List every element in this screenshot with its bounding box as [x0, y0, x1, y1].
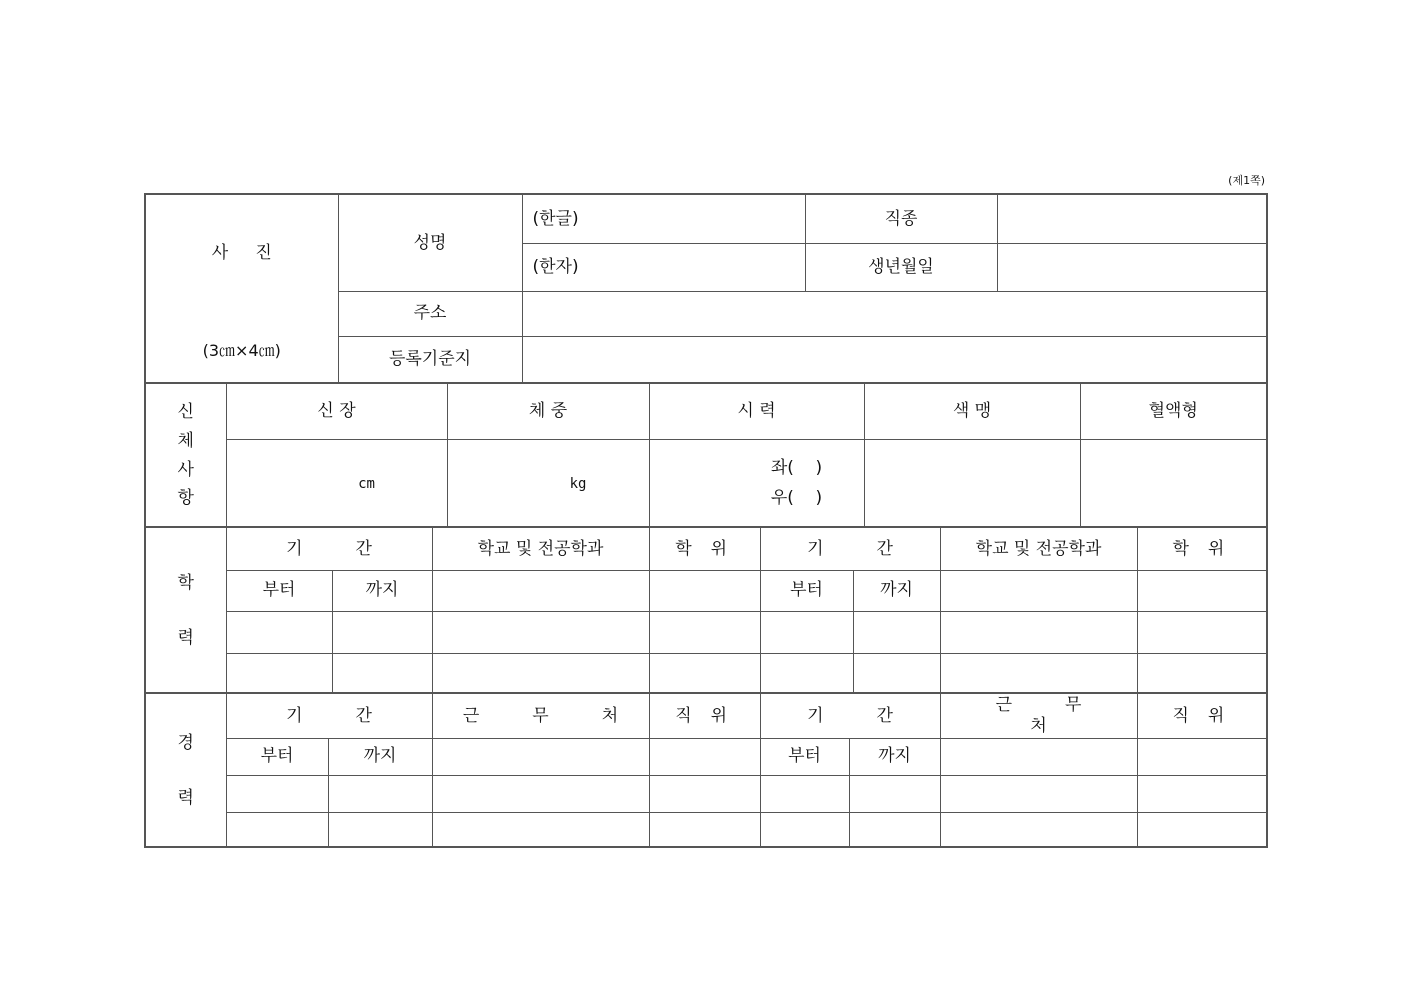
job-type-label: 직종 — [805, 195, 997, 243]
career-section-label: 경력 — [146, 694, 226, 848]
career-position-header-2: 직 위 — [1137, 694, 1266, 738]
edu-period-header-1: 기 간 — [226, 528, 432, 570]
name-hanja-prefix: (한자) — [532, 256, 579, 277]
edu-cell[interactable] — [1137, 570, 1266, 611]
career-cell[interactable] — [226, 812, 328, 848]
education-section-label: 학력 — [146, 528, 226, 694]
vision-left: 좌( ) — [770, 457, 823, 478]
weight-field[interactable] — [447, 439, 649, 528]
edu-from-label-1: 부터 — [226, 570, 332, 611]
edu-cell[interactable] — [432, 611, 649, 653]
edu-cell[interactable] — [853, 653, 940, 694]
edu-cell[interactable] — [853, 611, 940, 653]
edu-degree-header-1: 학 위 — [649, 528, 760, 570]
edu-school-header-1: 학교 및 전공학과 — [432, 528, 649, 570]
table-row — [146, 812, 1266, 848]
career-cell[interactable] — [328, 775, 432, 812]
edu-cell[interactable] — [760, 653, 853, 694]
career-cell[interactable] — [432, 738, 649, 775]
name-korean-field[interactable] — [522, 195, 805, 243]
career-cell[interactable] — [1137, 738, 1266, 775]
photo-size-label: (3㎝×4㎝) — [202, 341, 281, 360]
vision-field[interactable] — [649, 439, 864, 528]
career-to-label-2: 까지 — [849, 738, 940, 775]
height-unit: cm — [358, 476, 375, 493]
career-cell[interactable] — [432, 812, 649, 848]
vision-right: 우( ) — [770, 487, 823, 508]
registry-label: 등록기준지 — [338, 336, 522, 382]
name-label: 성명 — [338, 195, 522, 291]
weight-unit: kg — [569, 476, 587, 493]
vision-header: 시 력 — [649, 384, 864, 439]
edu-cell[interactable] — [649, 653, 760, 694]
edu-cell[interactable] — [760, 611, 853, 653]
name-hanja-field[interactable] — [522, 243, 805, 291]
career-period-header-1: 기 간 — [226, 694, 432, 738]
height-field[interactable] — [226, 439, 447, 528]
education-section — [146, 526, 1266, 694]
edu-cell[interactable] — [940, 570, 1137, 611]
edu-cell[interactable] — [332, 611, 432, 653]
table-row — [146, 775, 1266, 812]
weight-header: 체 중 — [447, 384, 649, 439]
edu-cell[interactable] — [649, 570, 760, 611]
career-workplace-header-2: 근 무 처 — [940, 694, 1137, 738]
birth-date-label: 생년월일 — [805, 243, 997, 291]
edu-from-label-2: 부터 — [760, 570, 853, 611]
page-number-label: (제1쪽) — [1228, 174, 1265, 187]
blood-type-field[interactable] — [1080, 439, 1266, 528]
career-cell[interactable] — [940, 812, 1137, 848]
edu-cell[interactable] — [1137, 611, 1266, 653]
photo-label: 사진 — [211, 243, 299, 263]
career-from-label-2: 부터 — [760, 738, 849, 775]
career-period-header-2: 기 간 — [760, 694, 940, 738]
edu-period-header-2: 기 간 — [760, 528, 940, 570]
resume-form — [144, 193, 1268, 848]
edu-to-label-1: 까지 — [332, 570, 432, 611]
edu-cell[interactable] — [432, 653, 649, 694]
edu-cell[interactable] — [226, 611, 332, 653]
career-to-label-1: 까지 — [328, 738, 432, 775]
color-blindness-header: 색 맹 — [864, 384, 1080, 439]
table-row — [146, 611, 1266, 653]
career-cell[interactable] — [940, 775, 1137, 812]
personal-info-section — [146, 195, 1266, 382]
career-cell[interactable] — [1137, 812, 1266, 848]
address-label: 주소 — [338, 291, 522, 336]
career-cell[interactable] — [649, 775, 760, 812]
edu-degree-header-2: 학 위 — [1137, 528, 1266, 570]
edu-cell[interactable] — [332, 653, 432, 694]
job-type-field[interactable] — [997, 195, 1266, 243]
name-korean-prefix: (한글) — [532, 208, 579, 229]
career-cell[interactable] — [760, 812, 849, 848]
physical-section-label: 신체사항 — [146, 384, 226, 528]
table-row — [146, 653, 1266, 694]
photo-box[interactable] — [146, 195, 338, 382]
edu-cell[interactable] — [432, 570, 649, 611]
career-from-label-1: 부터 — [226, 738, 328, 775]
edu-cell[interactable] — [649, 611, 760, 653]
career-cell[interactable] — [649, 812, 760, 848]
career-position-header-1: 직 위 — [649, 694, 760, 738]
career-cell[interactable] — [940, 738, 1137, 775]
birth-date-field[interactable] — [997, 243, 1266, 291]
color-blindness-field[interactable] — [864, 439, 1080, 528]
career-cell[interactable] — [849, 775, 940, 812]
career-cell[interactable] — [760, 775, 849, 812]
registry-field[interactable] — [522, 336, 1266, 382]
career-cell[interactable] — [226, 775, 328, 812]
career-cell[interactable] — [849, 812, 940, 848]
address-field[interactable] — [522, 291, 1266, 336]
height-header: 신 장 — [226, 384, 447, 439]
edu-to-label-2: 까지 — [853, 570, 940, 611]
edu-cell[interactable] — [226, 653, 332, 694]
blood-type-header: 혈액형 — [1080, 384, 1266, 439]
career-cell[interactable] — [328, 812, 432, 848]
edu-cell[interactable] — [940, 611, 1137, 653]
edu-cell[interactable] — [940, 653, 1137, 694]
career-section — [146, 692, 1266, 848]
physical-section — [146, 382, 1266, 528]
career-cell[interactable] — [649, 738, 760, 775]
career-workplace-header-1: 근 무 처 — [432, 694, 649, 738]
edu-school-header-2: 학교 및 전공학과 — [940, 528, 1137, 570]
career-cell[interactable] — [432, 775, 649, 812]
edu-cell[interactable] — [1137, 653, 1266, 694]
career-cell[interactable] — [1137, 775, 1266, 812]
